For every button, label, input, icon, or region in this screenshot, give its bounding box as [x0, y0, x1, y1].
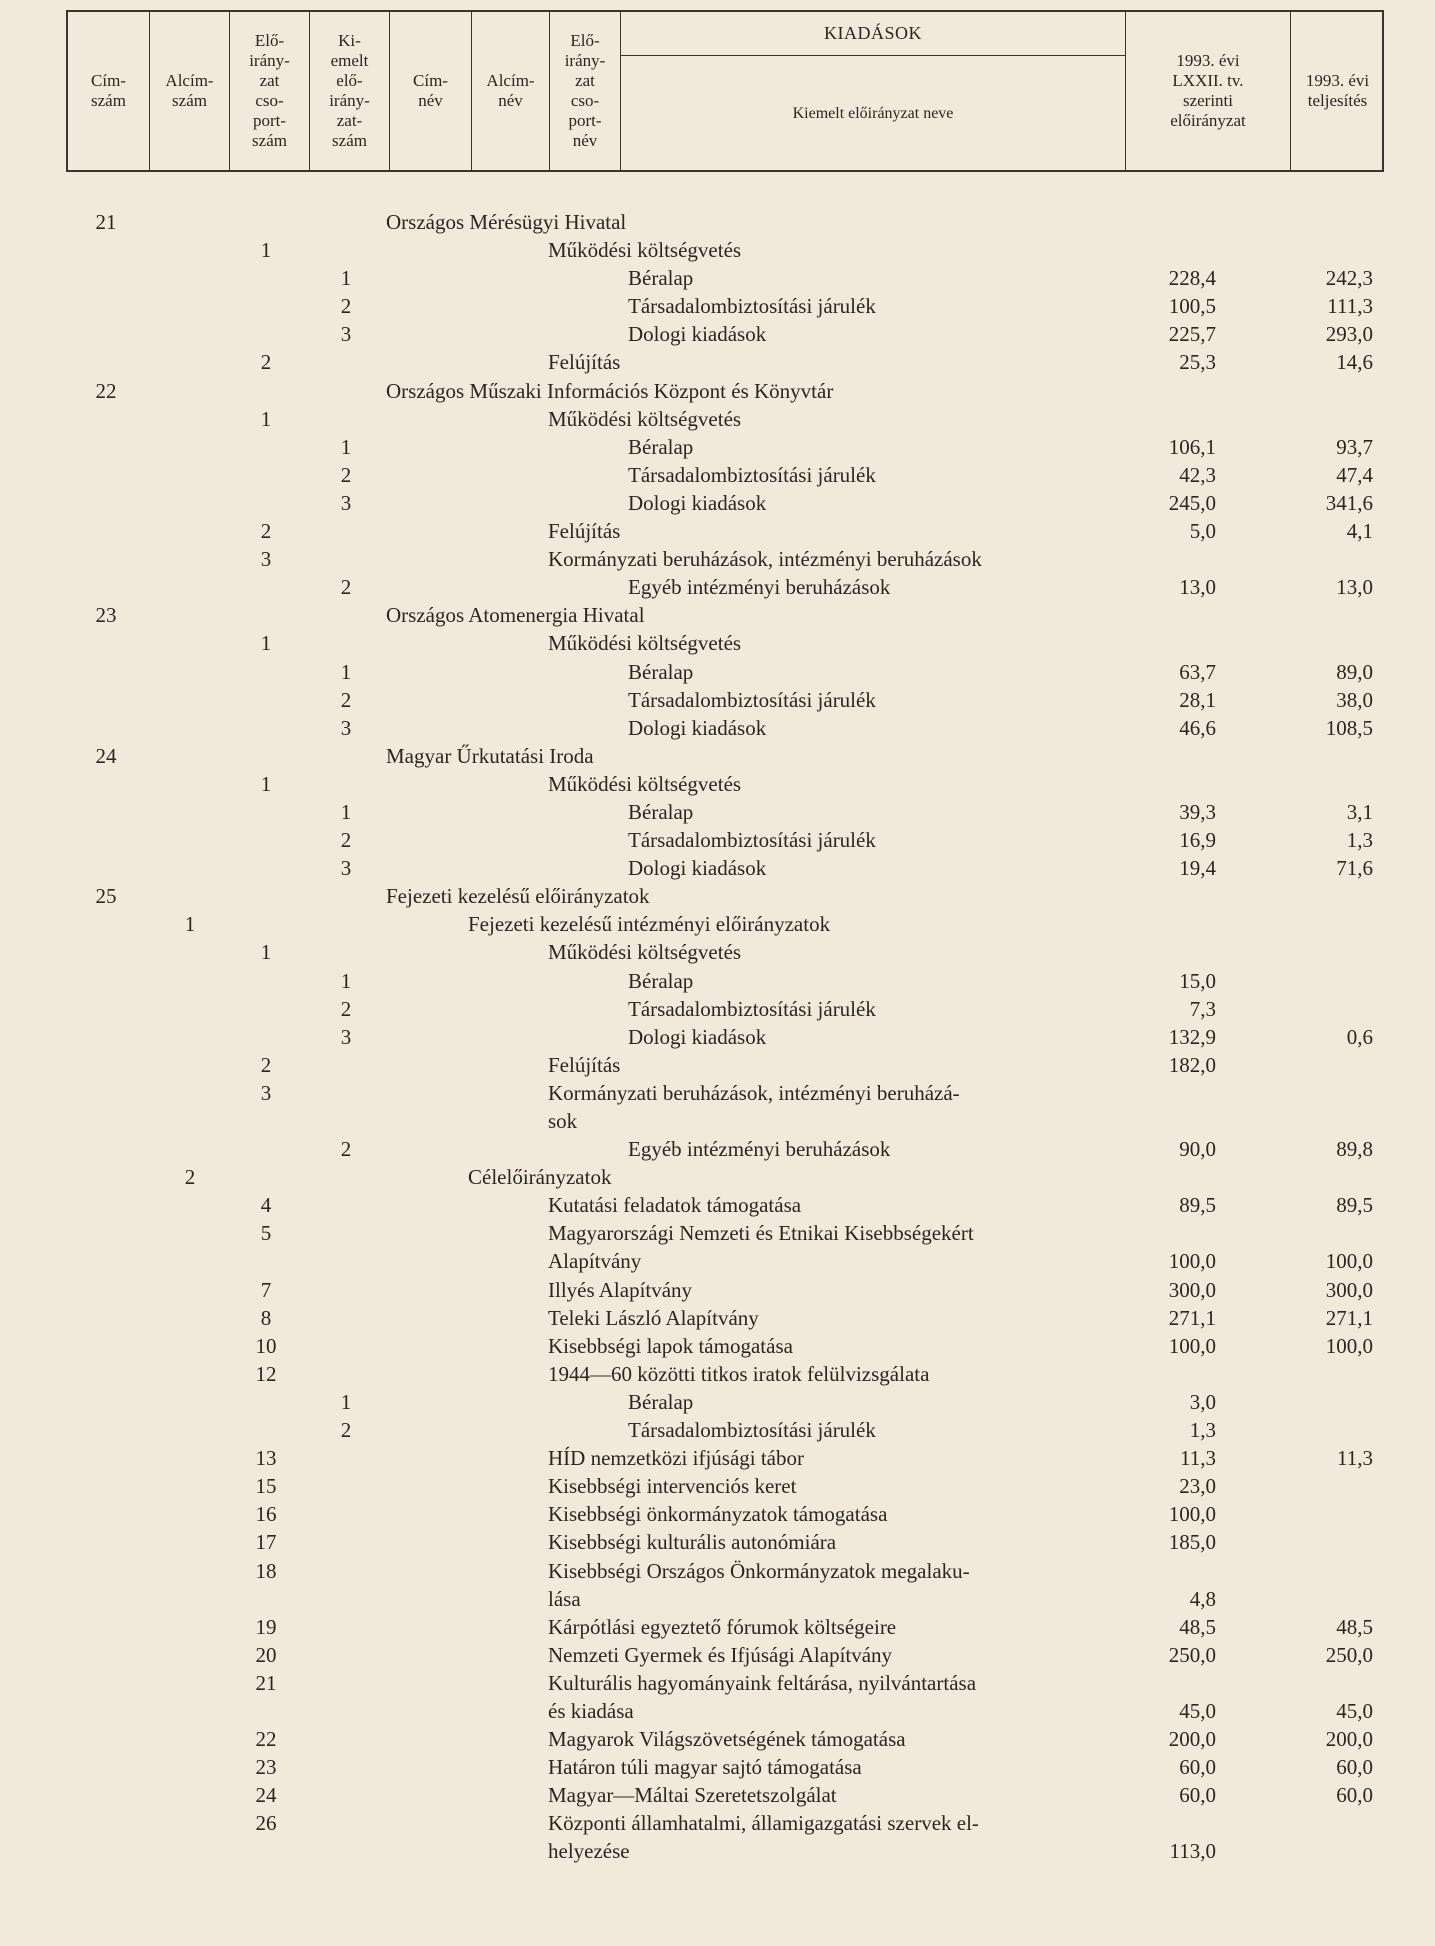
row-teljesites-value: 100,0: [1325, 1249, 1373, 1274]
row-cimszam: 23: [95, 603, 117, 628]
header-cimszam: Cím- szám: [68, 12, 150, 170]
row-name: Fejezeti kezelésű intézményi előirányzatok: [468, 912, 831, 937]
row-name: Működési költségvetés: [548, 940, 742, 965]
row-eloiranyzat-value: 245,0: [1168, 490, 1216, 515]
row-teljesites-value: 11,3: [1337, 1446, 1373, 1471]
row-eloiranyzat-csoport-szam: 24: [255, 1783, 277, 1808]
row-eloiranyzat-value: 23,0: [1179, 1474, 1216, 1499]
table-row: [0, 1781, 1435, 1809]
row-name: Kisebbségi önkormányzatok támogatása: [548, 1502, 888, 1527]
row-eloiranyzat-value: 5,0: [1189, 519, 1216, 544]
row-name: Kormányzati beruházások, intézményi beruházások: [548, 547, 982, 572]
row-eloiranyzat-value: 132,9: [1168, 1024, 1216, 1049]
table-row: [0, 1500, 1435, 1528]
table-row: [0, 1304, 1435, 1332]
row-teljesites-value: 242,3: [1325, 266, 1373, 291]
table-body: [0, 208, 1435, 1866]
row-eloiranyzat-csoport-szam: 22: [255, 1727, 277, 1752]
table-row: [0, 377, 1435, 405]
row-name: Kulturális hagyományaink feltárása, nyilvántartása: [548, 1670, 977, 1695]
row-eloiranyzat-csoport-szam: 5: [260, 1221, 272, 1246]
table-row: [0, 938, 1435, 966]
table-row: [0, 798, 1435, 826]
row-eloiranyzat-value: 250,0: [1168, 1642, 1216, 1667]
row-teljesites-value: 47,4: [1336, 462, 1373, 487]
row-name: Társadalombiztosítási járulék: [628, 294, 876, 319]
row-kiemelt-eloiranyzat-szam: 1: [340, 1389, 352, 1414]
row-eloiranyzat-csoport-szam: 15: [255, 1474, 277, 1499]
table-row: [0, 1528, 1435, 1556]
row-eloiranyzat-csoport-szam: 2: [260, 519, 272, 544]
row-name: HÍD nemzetközi ifjúsági tábor: [548, 1446, 804, 1471]
row-name: Kisebbségi Országos Önkormányzatok megalaku-: [548, 1558, 970, 1583]
row-eloiranyzat-value: 90,0: [1179, 1137, 1216, 1162]
table-row: [0, 882, 1435, 910]
row-kiemelt-eloiranyzat-szam: 3: [340, 322, 352, 347]
row-teljesites-value: 100,0: [1325, 1333, 1373, 1358]
row-eloiranyzat-value: 28,1: [1179, 687, 1216, 712]
table-row: [0, 1079, 1435, 1107]
row-kiemelt-eloiranyzat-szam: 3: [340, 1024, 352, 1049]
row-name: lása: [548, 1586, 581, 1611]
row-kiemelt-eloiranyzat-szam: 1: [340, 799, 352, 824]
row-eloiranyzat-csoport-szam: 4: [260, 1193, 272, 1218]
row-kiemelt-eloiranyzat-szam: 1: [340, 659, 352, 684]
row-name: Dologi kiadások: [628, 856, 767, 881]
table-row: [0, 1809, 1435, 1837]
row-eloiranyzat-csoport-szam: 1: [260, 940, 272, 965]
row-teljesites-value: 48,5: [1336, 1614, 1373, 1639]
row-eloiranyzat-csoport-szam: 13: [255, 1446, 277, 1471]
row-eloiranyzat-value: 63,7: [1179, 659, 1216, 684]
header-alcimszam: Alcím- szám: [150, 12, 230, 170]
table-row: [0, 658, 1435, 686]
table-row: [0, 292, 1435, 320]
header-teljesites-1993: 1993. évi teljesítés: [1305, 71, 1370, 110]
table-row: [0, 208, 1435, 236]
row-eloiranyzat-csoport-szam: 3: [260, 1080, 272, 1105]
row-eloiranyzat-value: 228,4: [1168, 266, 1216, 291]
table-row: [0, 995, 1435, 1023]
table-row: [0, 1360, 1435, 1388]
table-row: [0, 1388, 1435, 1416]
row-teljesites-value: 89,0: [1336, 659, 1373, 684]
row-name: Működési költségvetés: [548, 238, 742, 263]
row-name: Béralap: [628, 1389, 694, 1414]
row-cimszam: 24: [95, 743, 117, 768]
table-row: [0, 1247, 1435, 1275]
row-eloiranyzat-value: 182,0: [1168, 1052, 1216, 1077]
row-eloiranyzat-csoport-szam: 19: [255, 1614, 277, 1639]
row-teljesites-value: 111,3: [1327, 294, 1373, 319]
table-row: [0, 1276, 1435, 1304]
row-teljesites-value: 13,0: [1336, 575, 1373, 600]
row-kiemelt-eloiranyzat-szam: 3: [340, 856, 352, 881]
table-row: [0, 236, 1435, 264]
row-eloiranyzat-csoport-szam: 1: [260, 771, 272, 796]
row-name: és kiadása: [548, 1698, 634, 1723]
header-alcimnev: Alcím- név: [472, 12, 550, 170]
table-row: [0, 1135, 1435, 1163]
header-kiemelt-eloiranyzat-szam: Ki- emelt elő- irány- zat- szám: [310, 12, 390, 170]
table-row: [0, 1837, 1435, 1865]
table-row: [0, 967, 1435, 995]
row-teljesites-value: 250,0: [1325, 1642, 1373, 1667]
row-name: Béralap: [628, 968, 694, 993]
table-row: [0, 1725, 1435, 1753]
table-row: [0, 1557, 1435, 1585]
table-header: [66, 10, 1384, 172]
row-eloiranyzat-value: 225,7: [1168, 322, 1216, 347]
row-teljesites-value: 71,6: [1336, 856, 1373, 881]
row-cimszam: 22: [95, 378, 117, 403]
row-name: Dologi kiadások: [628, 490, 767, 515]
row-eloiranyzat-csoport-szam: 23: [255, 1755, 277, 1780]
row-eloiranyzat-value: 60,0: [1179, 1755, 1216, 1780]
table-row: [0, 461, 1435, 489]
row-eloiranyzat-csoport-szam: 1: [260, 631, 272, 656]
header-kiemelt-eloiranyzat-neve: Kiemelt előirányzat neve: [621, 56, 1126, 172]
row-eloiranyzat-csoport-szam: 20: [255, 1642, 277, 1667]
row-name: Központi államhatalmi, államigazgatási szervek el-: [548, 1811, 979, 1836]
table-row: [0, 601, 1435, 629]
row-name: Felújítás: [548, 1052, 621, 1077]
row-eloiranyzat-value: 46,6: [1179, 715, 1216, 740]
row-teljesites-value: 0,6: [1346, 1024, 1373, 1049]
row-name: Béralap: [628, 266, 694, 291]
table-row: [0, 1753, 1435, 1781]
row-eloiranyzat-value: 13,0: [1179, 575, 1216, 600]
row-kiemelt-eloiranyzat-szam: 2: [340, 687, 352, 712]
row-eloiranyzat-value: 16,9: [1179, 828, 1216, 853]
table-row: [0, 545, 1435, 573]
table-row: [0, 573, 1435, 601]
row-eloiranyzat-value: 45,0: [1179, 1698, 1216, 1723]
row-name: Alapítvány: [548, 1249, 642, 1274]
row-name: Működési költségvetés: [548, 771, 742, 796]
table-row: [0, 489, 1435, 517]
row-eloiranyzat-csoport-szam: 1: [260, 406, 272, 431]
row-name: sok: [548, 1109, 578, 1133]
row-eloiranyzat-value: 100,0: [1168, 1502, 1216, 1527]
row-eloiranyzat-value: 25,3: [1179, 350, 1216, 375]
row-eloiranyzat-value: 100,0: [1168, 1333, 1216, 1358]
row-name: Nemzeti Gyermek és Ifjúsági Alapítvány: [548, 1642, 893, 1667]
row-eloiranyzat-value: 100,5: [1168, 294, 1216, 319]
row-eloiranyzat-value: 271,1: [1168, 1305, 1216, 1330]
row-kiemelt-eloiranyzat-szam: 3: [340, 490, 352, 515]
table-row: [0, 1641, 1435, 1669]
table-row: [0, 714, 1435, 742]
row-name: Célelőirányzatok: [468, 1165, 612, 1190]
row-name: Működési költségvetés: [548, 631, 742, 656]
row-eloiranyzat-csoport-szam: 7: [260, 1277, 272, 1302]
row-name: Dologi kiadások: [628, 1024, 767, 1049]
row-kiemelt-eloiranyzat-szam: 2: [340, 828, 352, 853]
row-alcimszam: 1: [184, 912, 196, 937]
row-name: Kormányzati beruházások, intézményi beruházá-: [548, 1080, 960, 1105]
row-eloiranyzat-csoport-szam: 26: [255, 1811, 277, 1836]
row-name: Dologi kiadások: [628, 715, 767, 740]
table-row: [0, 1107, 1435, 1135]
table-row: [0, 1669, 1435, 1697]
row-kiemelt-eloiranyzat-szam: 1: [340, 434, 352, 459]
row-name: Egyéb intézményi beruházások: [628, 1137, 891, 1162]
row-name: Országos Mérésügyi Hivatal: [386, 210, 627, 234]
row-eloiranyzat-value: 42,3: [1179, 462, 1216, 487]
row-name: Országos Műszaki Információs Központ és Könyvtár: [386, 378, 834, 403]
row-eloiranyzat-value: 60,0: [1179, 1783, 1216, 1808]
row-eloiranyzat-value: 100,0: [1168, 1249, 1216, 1274]
table-row: [0, 770, 1435, 798]
row-teljesites-value: 89,5: [1336, 1193, 1373, 1218]
row-kiemelt-eloiranyzat-szam: 2: [340, 996, 352, 1021]
table-row: [0, 1051, 1435, 1079]
table-row: [0, 1472, 1435, 1500]
row-teljesites-value: 93,7: [1336, 434, 1373, 459]
table-row: [0, 1191, 1435, 1219]
table-row: [0, 629, 1435, 657]
row-teljesites-value: 200,0: [1325, 1727, 1373, 1752]
row-name: Felújítás: [548, 350, 621, 375]
row-eloiranyzat-value: 19,4: [1179, 856, 1216, 881]
table-row: [0, 910, 1435, 938]
row-name: Társadalombiztosítási járulék: [628, 828, 876, 853]
row-name: Béralap: [628, 434, 694, 459]
row-kiemelt-eloiranyzat-szam: 1: [340, 968, 352, 993]
row-name: 1944—60 közötti titkos iratok felülvizsgálata: [548, 1361, 930, 1386]
row-teljesites-value: 341,6: [1325, 490, 1373, 515]
table-row: [0, 826, 1435, 854]
row-name: Magyarok Világszövetségének támogatása: [548, 1727, 906, 1752]
table-row: [0, 1219, 1435, 1247]
row-eloiranyzat-value: 89,5: [1179, 1193, 1216, 1218]
row-teljesites-value: 271,1: [1325, 1305, 1373, 1330]
row-eloiranyzat-value: 1,3: [1189, 1418, 1216, 1443]
row-name: helyezése: [548, 1839, 630, 1864]
row-eloiranyzat-value: 48,5: [1179, 1614, 1216, 1639]
row-name: Kisebbségi intervenciós keret: [548, 1474, 797, 1499]
row-teljesites-value: 4,1: [1346, 519, 1373, 544]
row-teljesites-value: 293,0: [1325, 322, 1373, 347]
row-kiemelt-eloiranyzat-szam: 2: [340, 575, 352, 600]
row-name: Társadalombiztosítási járulék: [628, 687, 876, 712]
row-eloiranyzat-csoport-szam: 17: [255, 1530, 277, 1555]
row-teljesites-value: 108,5: [1325, 715, 1373, 740]
table-row: [0, 517, 1435, 545]
row-name: Magyarországi Nemzeti és Etnikai Kisebbségekért: [548, 1221, 974, 1246]
row-name: Teleki László Alapítvány: [548, 1305, 759, 1330]
row-teljesites-value: 89,8: [1336, 1137, 1373, 1162]
header-eloiranyzat-1993: 1993. évi LXXII. tv. szerinti előirányzat: [1126, 12, 1291, 170]
row-eloiranyzat-csoport-szam: 21: [255, 1670, 277, 1695]
row-name: Működési költségvetés: [548, 406, 742, 431]
row-cimszam: 21: [95, 210, 117, 234]
row-name: Illyés Alapítvány: [548, 1277, 693, 1302]
table-row: [0, 1163, 1435, 1191]
row-eloiranyzat-csoport-szam: 1: [260, 238, 272, 263]
row-name: Magyar Űrkutatási Iroda: [386, 743, 594, 768]
row-name: Kutatási feladatok támogatása: [548, 1193, 802, 1218]
row-teljesites-value: 38,0: [1336, 687, 1373, 712]
row-name: Határon túli magyar sajtó támogatása: [548, 1755, 862, 1780]
table-row: [0, 1613, 1435, 1641]
row-eloiranyzat-csoport-szam: 2: [260, 1052, 272, 1077]
row-name: Társadalombiztosítási járulék: [628, 462, 876, 487]
row-eloiranyzat-value: 200,0: [1168, 1727, 1216, 1752]
row-name: Társadalombiztosítási járulék: [628, 1418, 876, 1443]
row-eloiranyzat-csoport-szam: 3: [260, 547, 272, 572]
row-name: Dologi kiadások: [628, 322, 767, 347]
header-eloiranyzat-csoport-szam: Elő- irány- zat cso- port- szám: [230, 12, 310, 170]
table-row: [0, 264, 1435, 292]
row-name: Béralap: [628, 659, 694, 684]
row-teljesites-value: 300,0: [1325, 1277, 1373, 1302]
row-name: Béralap: [628, 799, 694, 824]
row-name: Kisebbségi kulturális autonómiára: [548, 1530, 837, 1555]
row-kiemelt-eloiranyzat-szam: 2: [340, 1418, 352, 1443]
table-row: [0, 1416, 1435, 1444]
row-eloiranyzat-value: 11,3: [1180, 1446, 1216, 1471]
row-kiemelt-eloiranyzat-szam: 2: [340, 1137, 352, 1162]
row-cimszam: 25: [95, 884, 117, 909]
table-row: [0, 320, 1435, 348]
row-eloiranyzat-csoport-szam: 2: [260, 350, 272, 375]
table-row: [0, 1332, 1435, 1360]
row-kiemelt-eloiranyzat-szam: 2: [340, 294, 352, 319]
row-alcimszam: 2: [184, 1165, 196, 1190]
header-cimnev: Cím- név: [390, 12, 472, 170]
row-eloiranyzat-value: 3,0: [1189, 1389, 1216, 1414]
row-kiemelt-eloiranyzat-szam: 2: [340, 462, 352, 487]
row-teljesites-value: 45,0: [1336, 1698, 1373, 1723]
table-row: [0, 686, 1435, 714]
row-kiemelt-eloiranyzat-szam: 1: [340, 266, 352, 291]
row-eloiranyzat-value: 113,0: [1169, 1839, 1216, 1864]
row-eloiranyzat-value: 15,0: [1179, 968, 1216, 993]
row-eloiranyzat-value: 4,8: [1189, 1586, 1216, 1611]
row-teljesites-value: 60,0: [1336, 1783, 1373, 1808]
row-eloiranyzat-value: 106,1: [1168, 434, 1216, 459]
row-name: Egyéb intézményi beruházások: [628, 575, 891, 600]
row-name: Fejezeti kezelésű előirányzatok: [386, 884, 650, 909]
row-name: Magyar—Máltai Szeretetszolgálat: [548, 1783, 837, 1808]
row-eloiranyzat-value: 7,3: [1189, 996, 1216, 1021]
row-eloiranyzat-csoport-szam: 18: [255, 1558, 277, 1583]
table-row: [0, 854, 1435, 882]
row-name: Felújítás: [548, 519, 621, 544]
row-teljesites-value: 60,0: [1336, 1755, 1373, 1780]
row-name: Kisebbségi lapok támogatása: [548, 1333, 793, 1358]
row-teljesites-value: 14,6: [1336, 350, 1373, 375]
row-eloiranyzat-csoport-szam: 10: [255, 1333, 277, 1358]
header-eloiranyzat-csoport-nev: Elő- irány- zat cso- port- név: [550, 12, 621, 170]
row-eloiranyzat-csoport-szam: 8: [260, 1305, 272, 1330]
row-name: Országos Atomenergia Hivatal: [386, 603, 645, 628]
table-row: [0, 1444, 1435, 1472]
row-name: Kárpótlási egyeztető fórumok költségeire: [548, 1614, 897, 1639]
table-row: [0, 433, 1435, 461]
row-eloiranyzat-value: 185,0: [1168, 1530, 1216, 1555]
row-eloiranyzat-csoport-szam: 16: [255, 1502, 277, 1527]
table-row: [0, 1585, 1435, 1613]
row-name: Társadalombiztosítási járulék: [628, 996, 876, 1021]
header-kiadasok: KIADÁSOK: [621, 12, 1126, 56]
row-teljesites-value: 3,1: [1346, 799, 1373, 824]
row-teljesites-value: 1,3: [1346, 828, 1373, 853]
table-row: [0, 405, 1435, 433]
table-row: [0, 1023, 1435, 1051]
row-eloiranyzat-value: 300,0: [1168, 1277, 1216, 1302]
row-kiemelt-eloiranyzat-szam: 3: [340, 715, 352, 740]
table-row: [0, 742, 1435, 770]
row-eloiranyzat-value: 39,3: [1179, 799, 1216, 824]
table-row: [0, 1697, 1435, 1725]
table-row: [0, 348, 1435, 376]
row-eloiranyzat-csoport-szam: 12: [255, 1361, 277, 1386]
